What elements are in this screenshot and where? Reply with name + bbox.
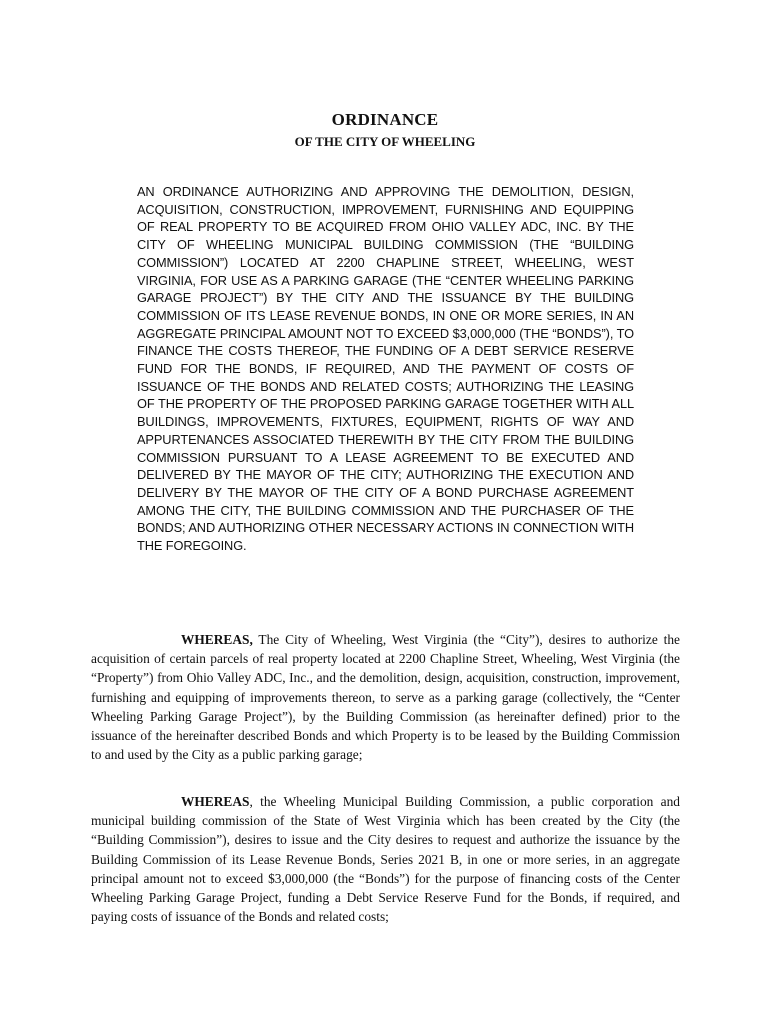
document-subtitle: OF THE CITY OF WHEELING — [294, 134, 476, 149]
ordinance-caption: AN ORDINANCE AUTHORIZING AND APPROVING THE DEMOLITION, DESIGN, ACQUISITION, CONSTRUCTION, IMPROVEMENT, FURNISHING AND EQUIPPING OF REAL PROPERTY TO BE ACQUIRED FROM OHIO VALLEY ADC, INC. BY THE CITY OF WHEELING MUNICIPAL BUILDING COMMISSION (THE “BUILDING COMMISSION”) LOCATED AT 2200 CHAPLINE STREET, WHEELING, WEST VIRGINIA, FOR USE AS A PARKING GARAGE (THE “CENTER WHEELING PARKING GARAGE PROJECT”) BY THE CITY AND THE ISSUANCE BY THE BUILDING COMMISSION OF ITS LEASE REVENUE BONDS, IN ONE OR MORE SERIES, IN AN AGGREGATE PRINCIPAL AMOUNT NOT TO EXCEED $3,000,000 (THE “BONDS”), TO FINANCE THE COSTS THEREOF, THE FUNDING OF A DEBT SERVICE RESERVE FUND FOR THE BONDS, IF REQUIRED, AND THE PAYMENT OF COSTS OF ISSUANCE OF THE BONDS AND RELATED COSTS; AUTHORIZING THE LEASING OF THE PROPERTY OF THE PROPOSED PARKING GARAGE TOGETHER WITH ALL BUILDINGS, IMPROVEMENTS, FIXTURES, EQUIPMENT, RIGHTS OF WAY AND APPURTENANCES ASSOCIATED THEREWITH BY THE CITY FROM THE BUILDING COMMISSION PURSUANT TO A LEASE AGREEMENT TO BE EXECUTED AND DELIVERED BY THE MAYOR OF THE CITY; AUTHORIZING THE EXECUTION AND DELIVERY BY THE MAYOR OF THE CITY OF A BOND PURCHASE AGREEMENT AMONG THE CITY, THE BUILDING COMMISSION AND THE PURCHASER OF THE BONDS; AND AUTHORIZING OTHER NECESSARY ACTIONS IN CONNECTION WITH THE FOREGOING. — [137, 184, 634, 554]
whereas-lead-2: WHEREAS — [181, 794, 250, 809]
whereas-text-2: , the Wheeling Municipal Building Commission, a public corporation and municipal building commission of the State of West Virginia which has been created by the City (the “Building Commission”), desires to issue and the City desires to request and authorize the issuance by the Building Commission of its Lease Revenue Bonds, Series 2021 B, in one or more series, in an aggregate principal amount not to exceed $3,000,000 (the “Bonds”) for the purpose of financing costs of the Center Wheeling Parking Garage Project, funding a Debt Service Reserve Fund for the Bonds, if required, and paying costs of issuance of the Bonds and related costs; — [91, 794, 680, 925]
whereas-paragraph-1 — [91, 630, 680, 764]
whereas-paragraph-2 — [91, 792, 680, 926]
document-title: ORDINANCE — [331, 110, 439, 129]
whereas-lead-1: WHEREAS, — [181, 632, 253, 647]
whereas-text-1: The City of Wheeling, West Virginia (the “City”), desires to authorize the acquisition of certain parcels of real property located at 2200 Chapline Street, Wheeling, West Virginia (the “Property”) from Ohio Valley ADC, Inc., and the demolition, design, acquisition, construction, improvement, furnishing and equipping of improvements thereon, to serve as a parking garage (collectively, the “Center Wheeling Parking Garage Project”), by the Building Commission (as hereinafter defined) prior to the issuance of the hereinafter described Bonds and which Property is to be leased by the Building Commission to and used by the City as a public parking garage; — [91, 632, 680, 763]
